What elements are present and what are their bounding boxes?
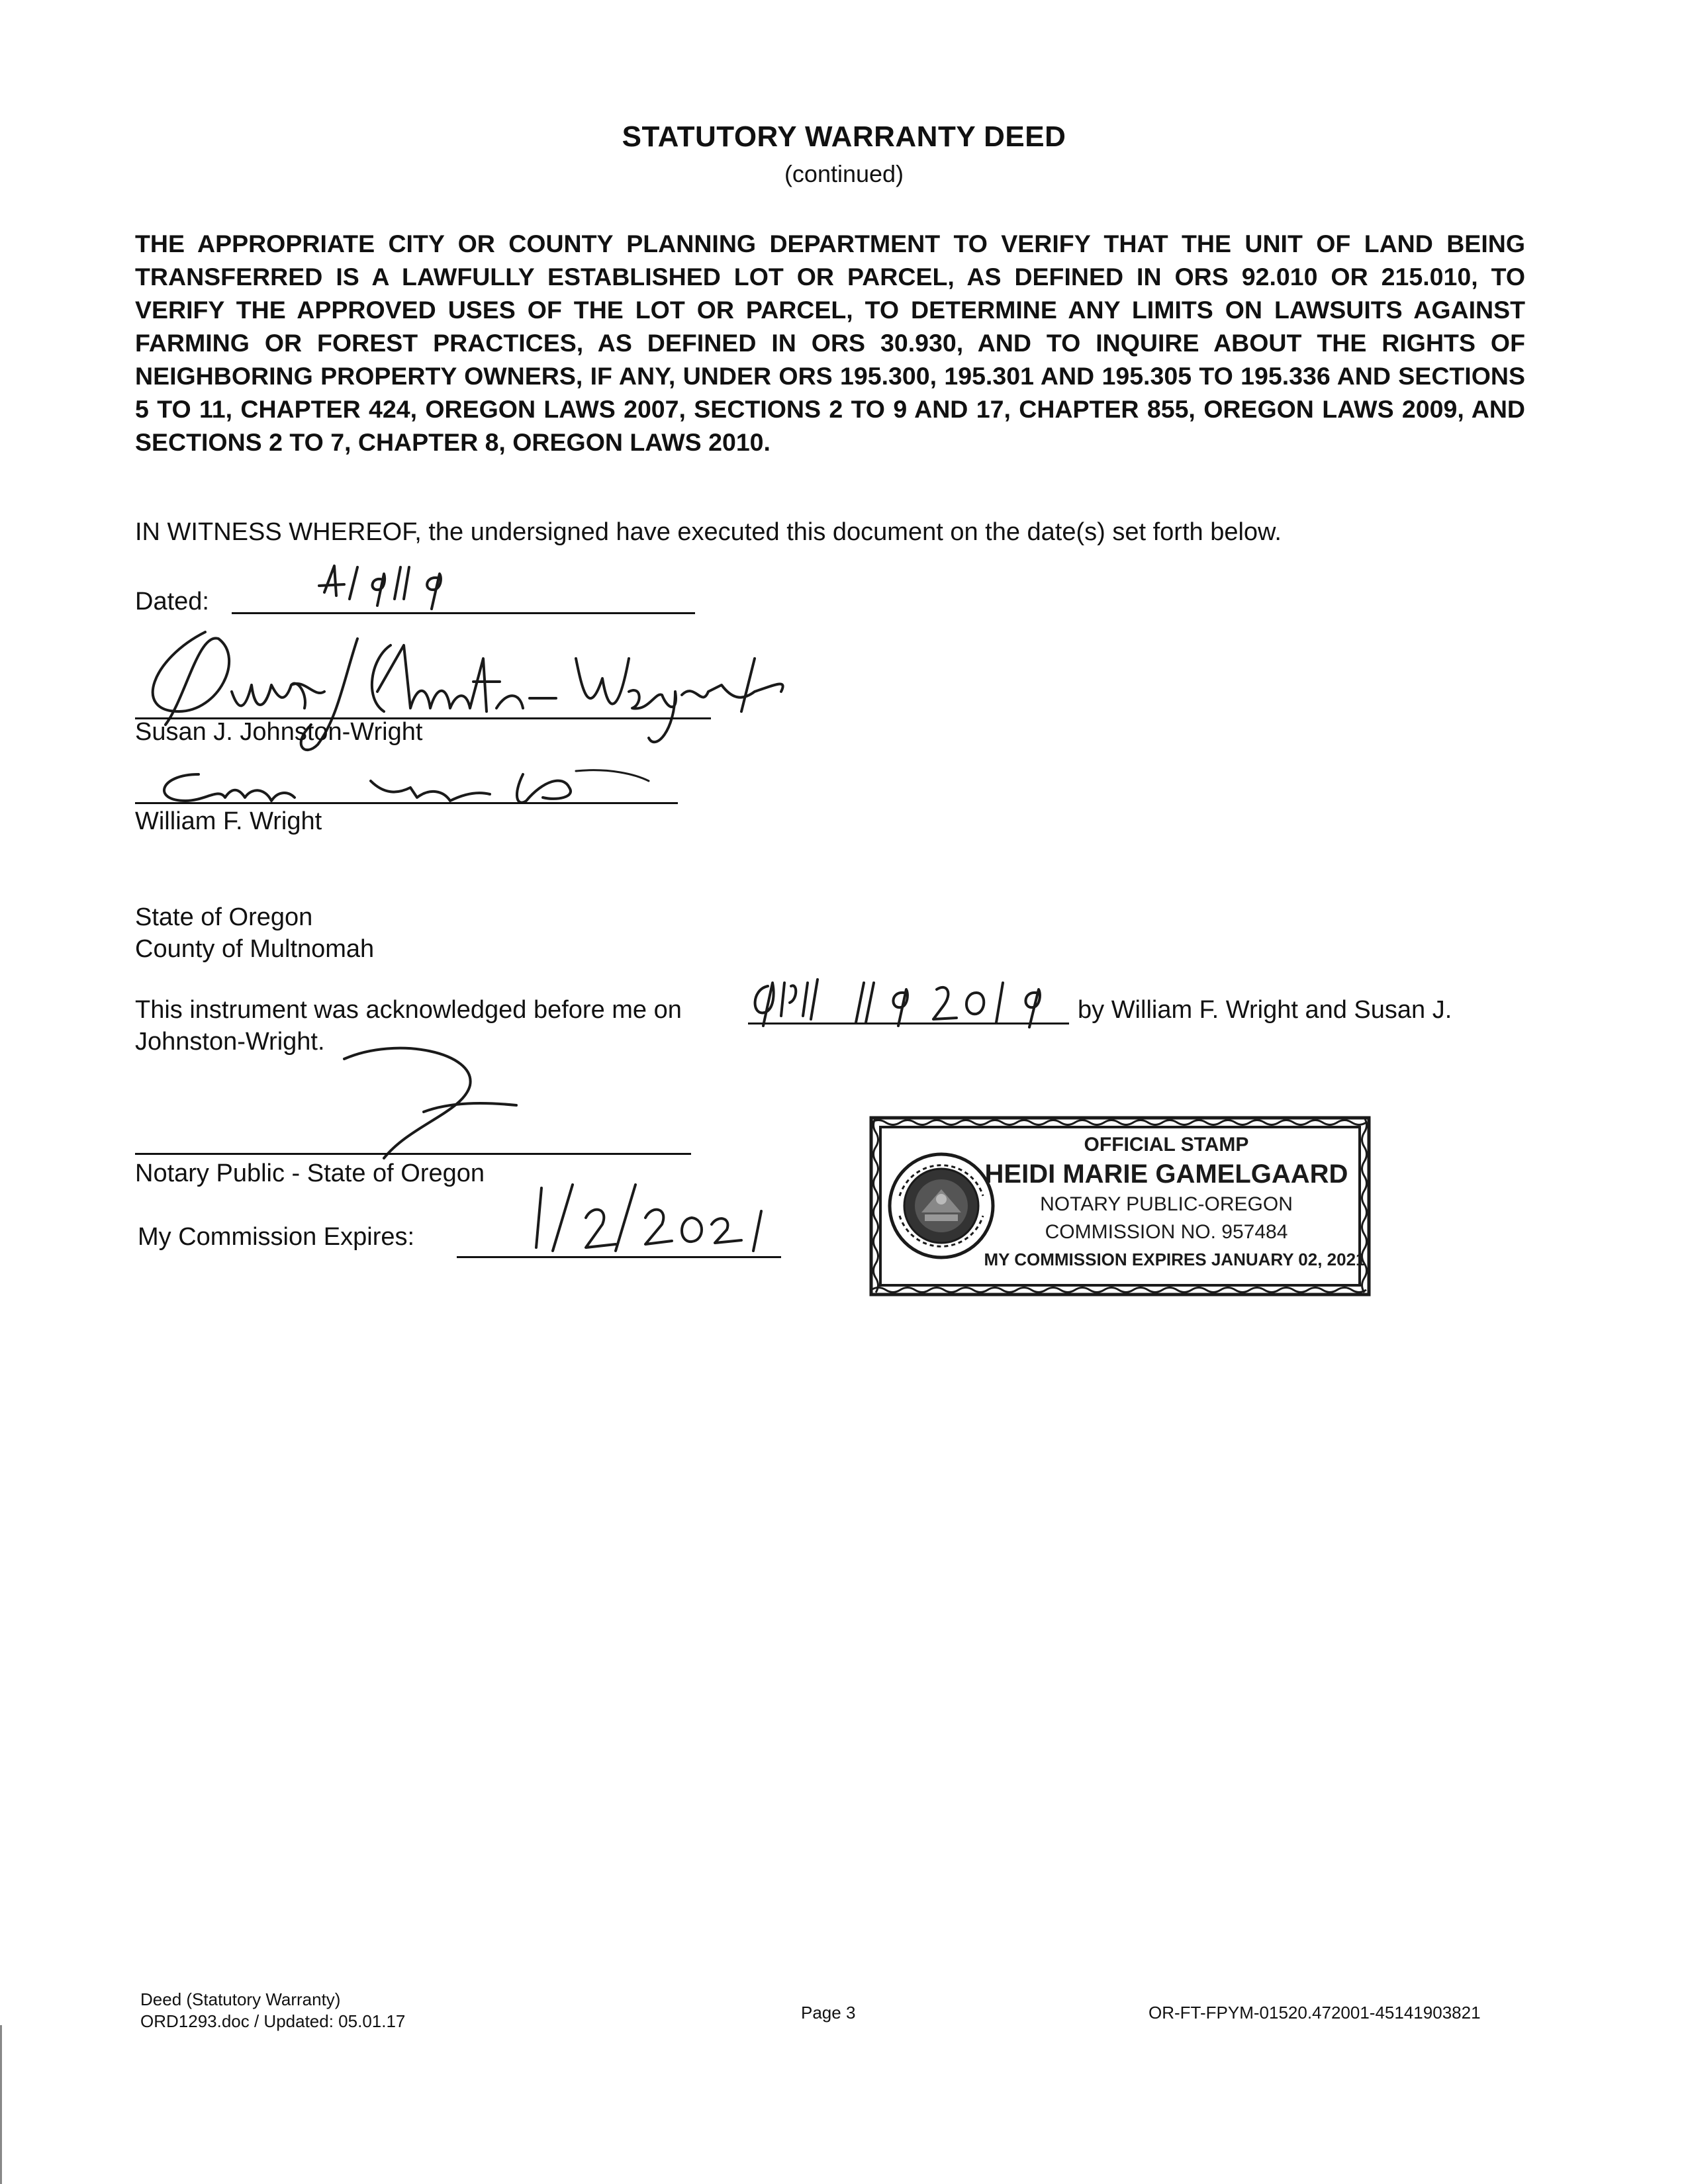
venue-county: County of Multnomah (135, 935, 375, 963)
document-subtitle: (continued) (784, 160, 904, 187)
scan-edge-mark (0, 2025, 2, 2184)
footer-order-number: OR-FT-FPYM-01520.472001-45141903821 (1149, 2003, 1481, 2023)
stamp-notary-name: HEIDI MARIE GAMELGAARD (984, 1160, 1348, 1189)
dated-underline (232, 612, 695, 614)
signer-name-william: William F. Wright (135, 807, 322, 835)
acknowledgment-parties: by William F. Wright and Susan J. (1078, 996, 1452, 1024)
footer-form-revision: ORD1293.doc / Updated: 05.01.17 (140, 2011, 406, 2031)
handwritten-date (311, 559, 483, 612)
notary-signature-line (135, 1153, 691, 1155)
stamp-commission-expiry: MY COMMISSION EXPIRES JANUARY 02, 2021 (984, 1250, 1366, 1269)
dated-label: Dated: (135, 588, 209, 615)
notary-signature (291, 1039, 530, 1171)
acknowledgment-text: This instrument was acknowledged before me on (135, 996, 682, 1024)
stamp-notary-title: NOTARY PUBLIC-OREGON (1040, 1193, 1293, 1215)
stamp-commission-number: COMMISSION NO. 957484 (1045, 1221, 1288, 1243)
handwritten-commission-date (510, 1171, 788, 1257)
commission-expires-label: My Commission Expires: (138, 1223, 415, 1251)
signature-line-william (135, 802, 678, 804)
handwritten-acknowledgment-date (745, 973, 1076, 1032)
acknowledgment-parties-cont: Johnston-Wright. (135, 1028, 325, 1056)
venue-state: State of Oregon (135, 903, 313, 931)
footer-form-name: Deed (Statutory Warranty) (140, 1989, 341, 2009)
official-notary-stamp (868, 1115, 1372, 1297)
signature-william (146, 761, 675, 814)
document-title: STATUTORY WARRANTY DEED (622, 120, 1066, 153)
legal-warning-paragraph: THE APPROPRIATE CITY OR COUNTY PLANNING DEPARTMENT TO VERIFY THAT THE UNIT OF LAND BEING TRANSFERRED IS A LAWFULLY ESTABLISHED LOT OR PARCEL, AS DEFINED IN ORS 92.010 OR 215.010, TO VERIFY THE APPROVED USES OF THE LOT OR PARCEL, TO DETERMINE ANY LIMITS ON LAWSUITS AGAINST FARMING OR FOREST PRACTICES, AS DEFINED IN ORS 30.930, AND TO INQUIRE ABOUT THE RIGHTS OF NEIGHBORING PROPERTY OWNERS, IF ANY, UNDER ORS 195.300, 195.301 AND 195.305 TO 195.336 AND SECTIONS 5 TO 11, CHAPTER 424, OREGON LAWS 2007, SECTIONS 2 TO 9 AND 17, CHAPTER 855, OREGON LAWS 2009, AND SECTIONS 2 TO 7, CHAPTER 8, OREGON LAWS 2010. (135, 230, 1525, 456)
notary-label: Notary Public - State of Oregon (135, 1160, 485, 1187)
stamp-heading: OFFICIAL STAMP (1084, 1134, 1249, 1156)
footer-page-number: Page 3 (801, 2003, 856, 2023)
signature-susan (126, 619, 788, 771)
witness-statement: IN WITNESS WHEREOF, the undersigned have executed this document on the date(s) set forth below. (135, 518, 1282, 546)
signer-name-susan: Susan J. Johnston-Wright (135, 718, 423, 746)
